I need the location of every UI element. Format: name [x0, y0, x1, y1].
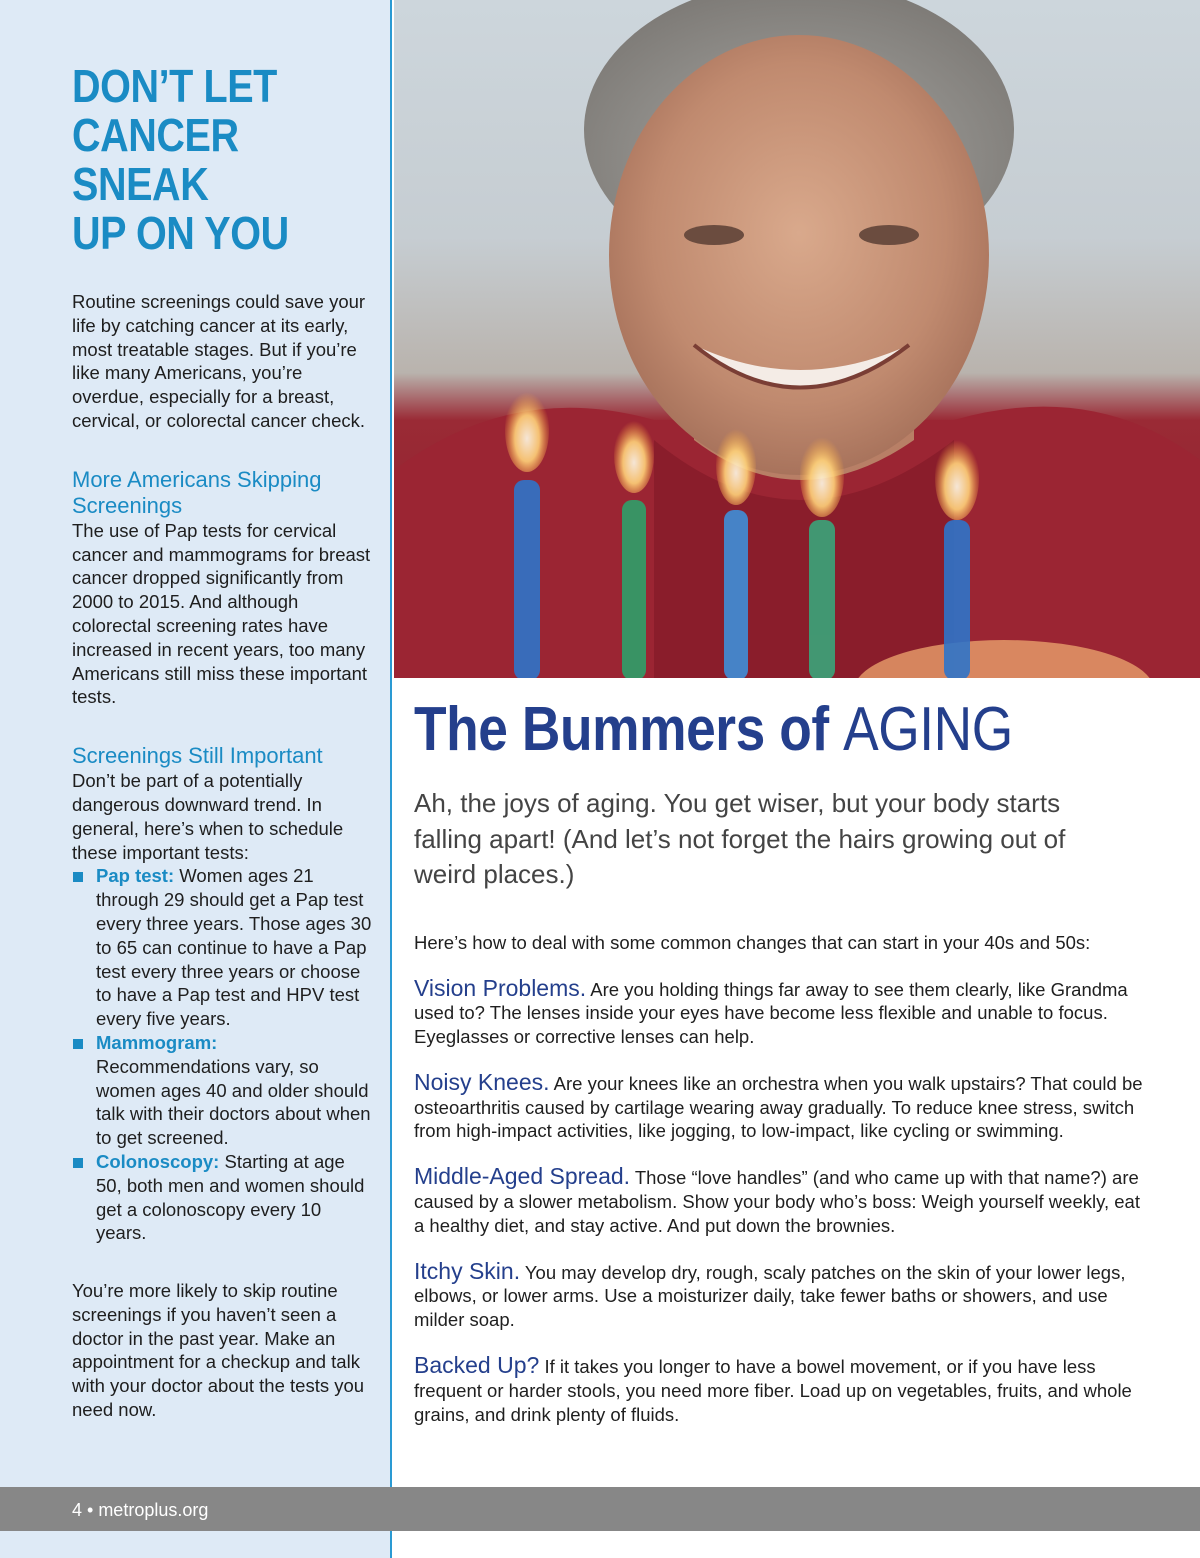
sidebar-closing: You’re more likely to skip routine screenings if you haven’t seen a doctor in the past year. Make an appointment for a checkup and talk with your doctor about the tests you need now.: [72, 1280, 365, 1421]
sidebar-title-line2: CANCER: [72, 109, 239, 161]
sidebar-title-line3: UP ON YOU: [72, 207, 289, 259]
page-title-bold: The Bummers of: [414, 695, 844, 764]
main-article: [414, 690, 1154, 1426]
hero-photo: [394, 0, 1200, 678]
article-item-heading: Noisy Knees.: [414, 1068, 550, 1095]
article-item: [414, 1165, 1154, 1237]
sidebar-content: [72, 62, 372, 1422]
list-item-text: Starting at age 50, both men and women should get a colonoscopy every 10 years.: [96, 1150, 365, 1244]
article-item-text: If it takes you longer to have a bowel movement, or if you have less frequent or harder stools, you need more fiber. Load up on vegetables, fruits, and whole grains, and drink plenty of fluids.: [414, 1356, 1132, 1425]
list-item-text: Recommendations vary, so women ages 40 and older should talk with their doctors about when to get screened.: [96, 1055, 371, 1149]
article-intro: Here’s how to deal with some common changes that can start in your 40s and 50s:: [414, 931, 1091, 953]
square-bullet-icon: [73, 1039, 83, 1049]
article-item-heading: Itchy Skin.: [414, 1257, 521, 1284]
article-item-heading: Middle-Aged Spread.: [414, 1163, 631, 1190]
square-bullet-icon: [73, 1158, 83, 1168]
footer-page-label: 4 • metroplus.org: [72, 1500, 209, 1520]
article-item-text: Are your knees like an orchestra when you walk upstairs? That could be osteoarthritis caused by cartilage wearing away gradually. To reduce knee stress, switch from high-impact activities, like jogging, to low-impact, like cycling or swimming.: [414, 1072, 1143, 1142]
sidebar-section2-body: Don’t be part of a potentially dangerous downward trend. In general, here’s when to schedule these important tests:: [72, 770, 344, 863]
list-item-term: Colonoscopy:: [96, 1150, 220, 1172]
sidebar-section1-heading: More Americans Skipping Screenings: [72, 466, 322, 518]
article-item: [414, 1354, 1154, 1426]
screening-list: [72, 864, 372, 1245]
list-item-text: Women ages 21 through 29 should get a Pap test every three years. Those ages 30 to 65 can continue to have a Pap test every three years or choose to have a Pap test and HPV test every five years.: [96, 865, 372, 1030]
sidebar-title-line2-bold: SNEAK: [72, 158, 209, 210]
article-item-heading: Vision Problems.: [414, 974, 587, 1001]
list-item-term: Pap test:: [96, 865, 175, 887]
sidebar-section1-body: The use of Pap tests for cervical cancer and mammograms for breast cancer dropped significantly from 2000 to 2015. And although colorectal screening rates have increased in recent years, too many Americans still miss these important tests.: [72, 519, 371, 708]
sidebar-title: [72, 62, 373, 258]
sidebar: [0, 0, 392, 1558]
smiling-man-birthday-candles-photo: [394, 0, 1200, 678]
page-title: [414, 690, 1050, 770]
list-item: [72, 864, 372, 1031]
list-item: [72, 1031, 372, 1150]
list-item: [72, 1150, 372, 1245]
article-lede: Ah, the joys of aging. You get wiser, but your body starts falling apart! (And let’s not forget the hairs growing out of weird places.): [414, 788, 1066, 889]
article-item-text: Those “love handles” (and who came up with that name?) are caused by a slower metabolism. Show your body who’s boss: Weigh yourself weekly, eat a healthy diet, and stay active. And put down the brownies.: [414, 1167, 1140, 1236]
article-item: [414, 1068, 1154, 1143]
article-item: [414, 974, 1154, 1049]
square-bullet-icon: [73, 872, 83, 882]
sidebar-title-line1: DON’T LET: [72, 60, 277, 112]
article-item-text: You may develop dry, rough, scaly patches on the skin of your lower legs, elbows, or lower arms. Use a moisturizer daily, take fewer baths or showers, and use milder soap.: [414, 1261, 1126, 1331]
article-item: [414, 1257, 1154, 1332]
list-item-term: Mammogram:: [96, 1031, 218, 1053]
article-item-heading: Backed Up?: [414, 1352, 540, 1379]
article-item-text: Are you holding things far away to see them clearly, like Grandma used to? The lenses inside your eyes have become less flexible and unable to focus. Eyeglasses or corrective lenses can help.: [414, 978, 1128, 1048]
page-title-light: AGING: [843, 695, 1013, 764]
sidebar-intro: Routine screenings could save your life by catching cancer at its early, most treatable stages. But if you’re like many Americans, you’re overdue, especially for a breast, cervical, or colorectal cancer check.: [72, 291, 366, 431]
sidebar-section2-heading: Screenings Still Important: [72, 743, 323, 769]
